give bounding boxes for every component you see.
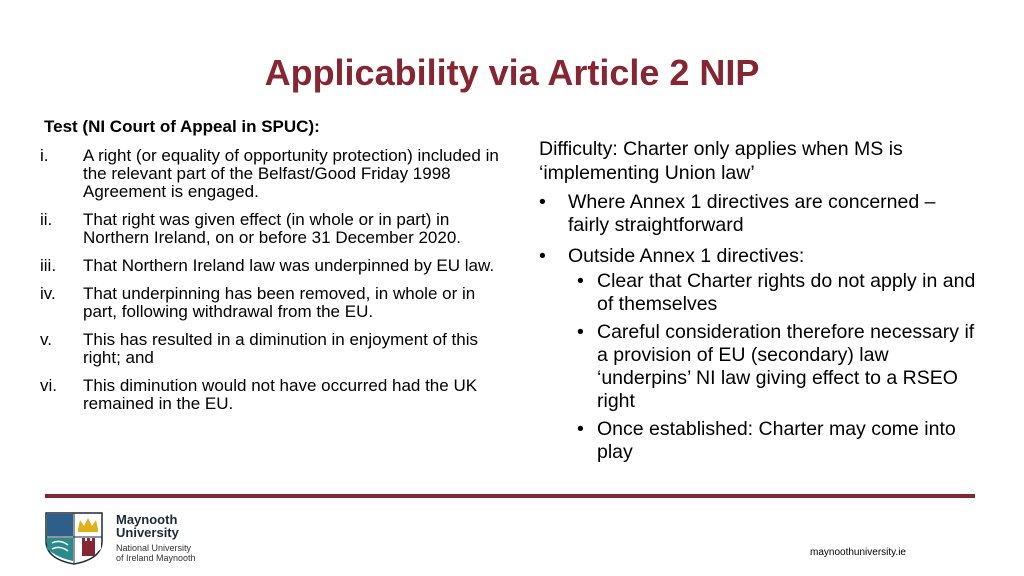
test-item-text: A right (or equality of opportunity protection) included in the relevant part of the Belfast/Good Friday 1998 Agreement is engaged. <box>83 146 499 201</box>
test-heading: Test (NI Court of Appeal in SPUC): <box>44 117 320 136</box>
bullet-icon: • <box>539 191 546 213</box>
logo-sub-line-2: of Ireland Maynooth <box>116 553 196 563</box>
test-item <box>40 257 510 275</box>
bullet-icon: • <box>539 245 546 267</box>
difficulty-text: Difficulty: Charter only applies when MS is ‘implementing Union law’ <box>539 138 903 184</box>
test-item-number: vi. <box>40 376 57 395</box>
test-item-number: ii. <box>40 210 53 229</box>
university-logo <box>44 511 224 565</box>
test-item-text: This diminution would not have occurred had the UK remained in the EU. <box>83 376 478 413</box>
logo-subtitle <box>116 543 196 563</box>
test-item-number: iii. <box>40 256 57 275</box>
footer-divider <box>45 494 975 498</box>
test-item-text: That Northern Ireland law was underpinned by EU law. <box>83 256 495 275</box>
sub-bullet-text: Clear that Charter rights do not apply in and of themselves <box>597 270 976 315</box>
bullet-text: Outside Annex 1 directives: <box>568 245 805 267</box>
logo-line-2: University <box>116 525 179 540</box>
test-item <box>40 211 510 247</box>
sub-bullet <box>577 418 979 464</box>
test-item-number: i. <box>40 146 49 165</box>
test-item-text: That right was given effect (in whole or in part) in Northern Ireland, on or before 31 December 2020. <box>83 210 462 247</box>
difficulty-panel <box>539 137 979 469</box>
test-item-number: v. <box>40 330 52 349</box>
test-item <box>40 377 510 413</box>
test-item <box>40 147 510 201</box>
bullet-icon: • <box>577 321 584 343</box>
slide-title: Applicability via Article 2 NIP <box>264 52 760 93</box>
logo-wordmark <box>116 513 179 539</box>
sub-bullet-text: Careful consideration therefore necessary if a provision of EU (secondary) law ‘underpins’ NI law giving effect to a RSEO right <box>597 321 975 412</box>
sub-bullet <box>577 270 979 316</box>
test-item <box>40 285 510 321</box>
bullet-outside-annex-1 <box>539 245 979 268</box>
test-item-number: iv. <box>40 284 56 303</box>
bullet-icon: • <box>577 418 584 440</box>
crest-icon <box>44 511 104 565</box>
logo-sub-line-1: National University <box>116 543 192 553</box>
website-link[interactable]: maynoothuniversity.ie <box>810 547 906 558</box>
bullet-icon: • <box>577 270 584 292</box>
bullet-annex-1 <box>539 191 979 237</box>
test-item <box>40 331 510 367</box>
test-list <box>40 117 510 423</box>
test-item-text: That underpinning has been removed, in whole or in part, following withdrawal from the EU. <box>83 284 476 321</box>
sub-bullet <box>577 321 979 413</box>
bullet-text: Where Annex 1 directives are concerned – fairly straightforward <box>568 191 936 236</box>
test-item-text: This has resulted in a diminution in enjoyment of this right; and <box>83 330 478 367</box>
sub-bullet-text: Once established: Charter may come into play <box>597 418 956 463</box>
logo-line-1: Maynooth <box>116 512 178 527</box>
